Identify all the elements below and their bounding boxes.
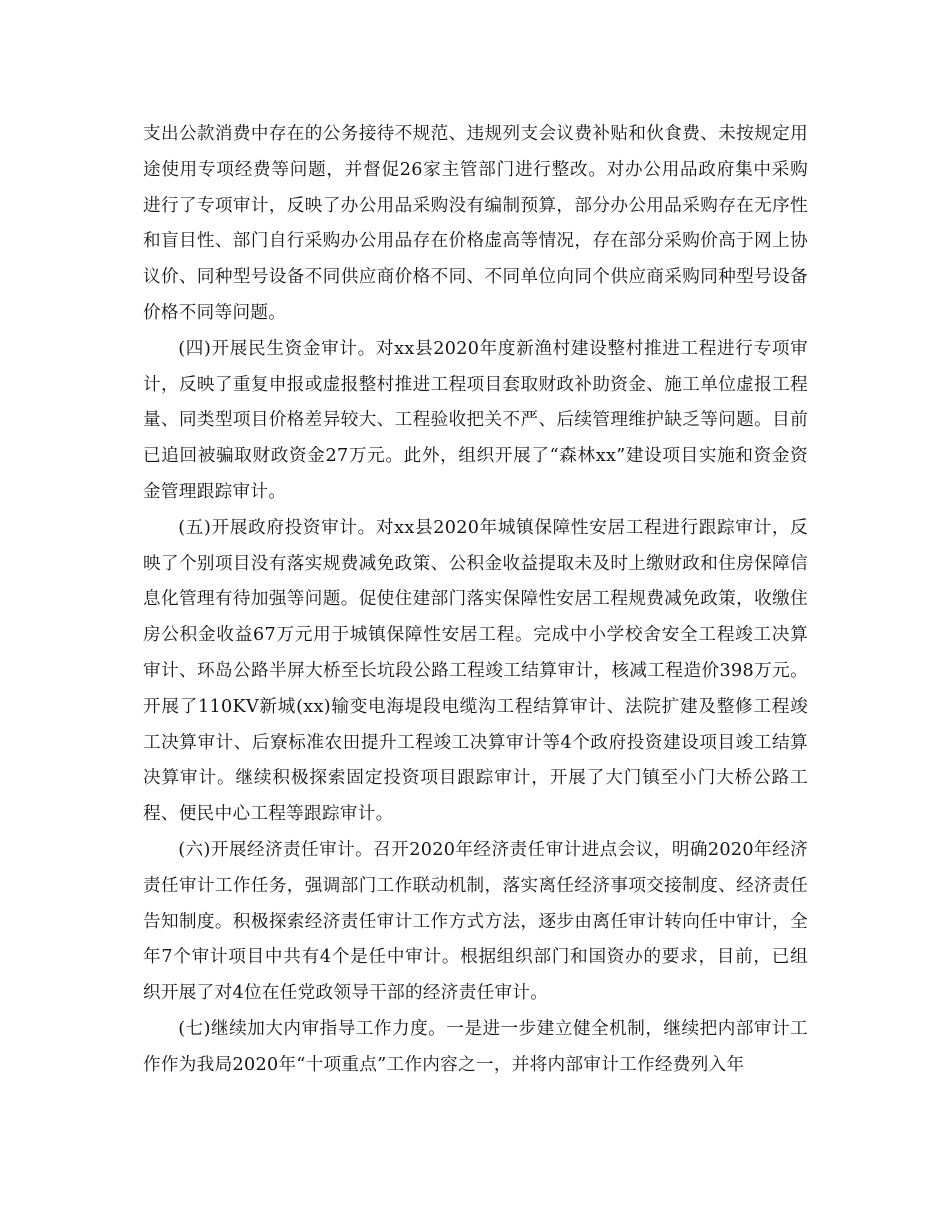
paragraph-economic-responsibility-audit: (六)开展经济责任审计。召开2020年经济责任审计进点会议，明确2020年经济责任审计工作任务，强调部门工作联动机制，落实离任经济事项交接制度、经济责任告知制度。积极探索经济责任审计工作方式方法，逐步由离任审计转向任中审计，全年7个审计项目中共有4个是任中审计。根据组织部门和国资办的要求，目前，已组织开展了对4位在任党政领导干部的经济责任审计。 — [143, 839, 808, 1004]
document-body — [143, 117, 808, 1084]
paragraph-livelihood-funds-audit: (四)开展民生资金审计。对xx县2020年度新渔村建设整村推进工程进行专项审计，反映了重复申报或虚报整村推进工程项目套取财政补助资金、施工单位虚报工程量、同类型项目价格差异较大、工程验收把关不严、后续管理维护缺乏等问题。目前已追回被骗取财政资金27万元。此外，组织开展了“森林xx”建设项目实施和资金资金管理跟踪审计。 — [143, 338, 808, 502]
paragraph-internal-audit-guidance: (七)继续加大内审指导工作力度。一是进一步建立健全机制，继续把内部审计工作作为我局2020年“十项重点”工作内容之一，并将内部审计工作经费列入年 — [143, 1018, 808, 1075]
paragraph-government-investment-audit: (五)开展政府投资审计。对xx县2020年城镇保障性安居工程进行跟踪审计，反映了个别项目没有落实规费减免政策、公积金收益提取未及时上缴财政和住房保障信息化管理有待加强等问题。促使住建部门落实保障性安居工程规费减免政策，收缴住房公积金收益67万元用于城镇保障性安居工程。完成中小学校舍安全工程竣工决算审计、环岛公路半屏大桥至长坑段公路工程竣工结算审计，核减工程造价398万元。开展了110KV新城(xx)输变电海堤段电缆沟工程结算审计、法院扩建及整修工程竣工决算审计、后寮标准农田提升工程竣工决算审计等4个政府投资建设项目竣工结算决算审计。继续积极探索固定投资项目跟踪审计，开展了大门镇至小门大桥公路工程、便民中心工程等跟踪审计。 — [143, 517, 808, 825]
paragraph-public-funds-consumption: 支出公款消费中存在的公务接待不规范、违规列支会议费补贴和伙食费、未按规定用途使用专项经费等问题，并督促26家主管部门进行整改。对办公用品政府集中采购进行了专项审计，反映了办公用品采购没有编制预算，部分办公用品采购存在无序性和盲目性、部门自行采购办公用品存在价格虚高等情况，存在部分采购价高于网上协议价、同种型号设备不同供应商价格不同、不同单位向同个供应商采购同种型号设备价格不同等问题。 — [143, 124, 808, 323]
